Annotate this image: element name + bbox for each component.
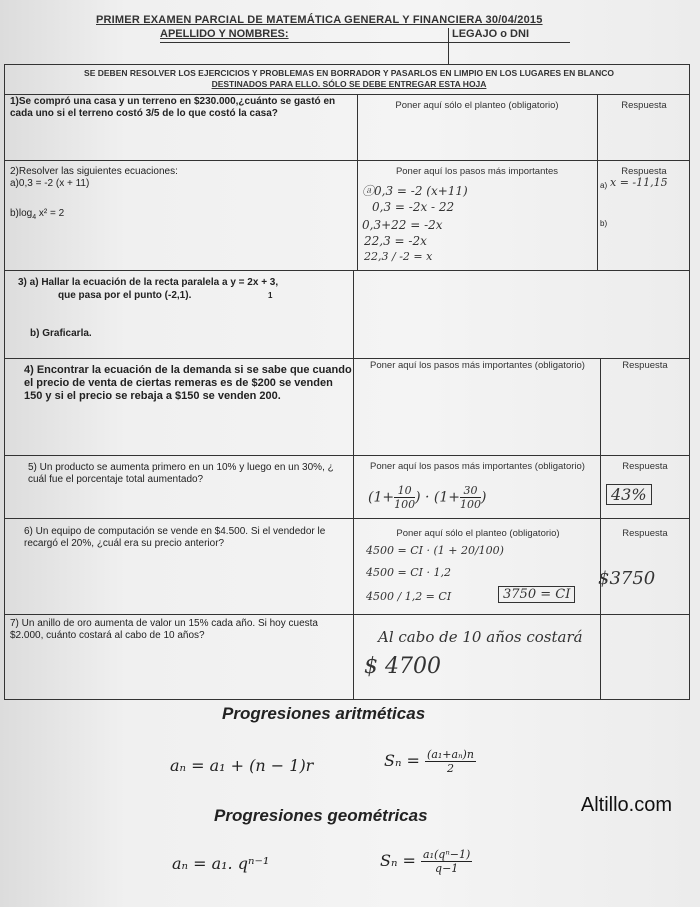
handwritten-answer-q5: 43% bbox=[606, 484, 652, 505]
row-divider bbox=[4, 455, 690, 456]
answer-header-q5: Respuesta bbox=[622, 461, 668, 472]
column-divider bbox=[600, 358, 601, 700]
handwritten-step: 0,3 = -2x - 22 bbox=[372, 200, 455, 214]
handwritten-step: 4500 / 1,2 = CI bbox=[366, 590, 452, 603]
row-divider bbox=[4, 94, 690, 95]
watermark-text: Altillo.com bbox=[580, 794, 672, 816]
column-divider bbox=[353, 358, 354, 700]
question-7: 7) Un anillo de oro aumenta de valor un 15% cada año. Si hoy cuesta $2.000, cuánto costará al cabo de 10 años? bbox=[10, 618, 318, 641]
handwritten-answer-q2: x = -11,15 bbox=[610, 176, 668, 189]
question-2-b: $b)\log_4$ x² = 2 bbox=[10, 208, 65, 221]
answer-header-q6: Respuesta bbox=[622, 528, 668, 539]
question-2-a: a)0,3 = -2 (x + 11) bbox=[10, 178, 90, 189]
handwritten-step: 4500 = CI · (1 + 20/100) bbox=[366, 544, 504, 557]
handwritten-work-q5: (1+ $\frac{10}{100}$ ) · (1+ $\frac{30}{100}$ ) bbox=[368, 484, 487, 511]
column-divider bbox=[353, 270, 354, 358]
question-3b: b) Graficarla. bbox=[30, 328, 92, 339]
geometric-nth-term-formula: aₙ = a₁. qⁿ⁻¹ bbox=[172, 854, 270, 873]
work-header-q5: Poner aquí los pasos más importantes (obligatorio) bbox=[370, 461, 585, 472]
answer-label-b: b) bbox=[600, 219, 608, 228]
work-header-q1: Poner aquí sólo el planteo (obligatorio) bbox=[395, 100, 559, 111]
work-header-q2: Poner aquí los pasos más importantes bbox=[395, 166, 559, 177]
name-label: APELLIDO Y NOMBRES: bbox=[160, 28, 289, 40]
exam-title: PRIMER EXAMEN PARCIAL DE MATEMÁTICA GENERAL Y FINANCIERA 30/04/2015 bbox=[96, 14, 543, 26]
row-divider bbox=[4, 270, 690, 271]
table-top-border bbox=[4, 64, 690, 65]
question-3a-denominator: 1 bbox=[268, 291, 273, 300]
handwritten-answer-q7-line2: $ 4700 bbox=[364, 654, 441, 679]
answer-label-a: a) bbox=[600, 181, 608, 190]
column-divider bbox=[357, 94, 358, 270]
instructions-line-2: DESTINADOS PARA ELLO. SÓLO SE DEBE ENTREGAR ESTA HOJA bbox=[211, 79, 487, 89]
header-underline bbox=[160, 42, 570, 43]
work-header-q4: Poner aquí los pasos más importantes (obligatorio) bbox=[370, 360, 585, 371]
work-header-q6: Poner aquí sólo el planteo (obligatorio) bbox=[396, 528, 560, 539]
legajo-label: LEGAJO o DNI bbox=[452, 28, 530, 40]
question-4: 4) Encontrar la ecuación de la demanda si se sabe que cuando el precio de venta de ciertas remeras es de $200 se venden 150 y si el precio se rebaja a $150 se venden 200. bbox=[24, 364, 352, 402]
arithmetic-sum-formula: Sₙ = $\frac{\text{(a₁+aₙ)n}}{2}$ bbox=[384, 748, 474, 775]
handwritten-step: 0,3+22 = -2x bbox=[362, 218, 443, 232]
question-6: 6) Un equipo de computación se vende en $4.500. Si el vendedor le recargó el 20%, ¿cuál era su precio anterior? bbox=[24, 526, 326, 549]
row-divider bbox=[4, 614, 690, 615]
arithmetic-nth-term-formula: aₙ = a₁ + (n − 1)r bbox=[170, 756, 314, 775]
handwritten-answer-q6: $3750 bbox=[598, 568, 656, 589]
question-2 bbox=[10, 166, 350, 224]
instructions bbox=[8, 68, 690, 90]
question-3a: 3) a) Hallar la ecuación de la recta paralela a y = 2x + 3, bbox=[18, 277, 279, 288]
question-3a-cont: que pasa por el punto (-2,1). bbox=[58, 290, 192, 301]
answer-header-q2: Respuesta bbox=[621, 166, 667, 177]
handwritten-step: ⓐ0,3 = -2 (x+11) bbox=[362, 184, 468, 198]
geometric-sum-formula: Sₙ = $\frac{\text{a₁(qⁿ−1)}}{q-1}$ bbox=[380, 848, 471, 875]
question-1: 1)Se compró una casa y un terreno en $230.000,¿cuánto se gastó en cada uno si el terreno costó 3/5 de lo que costó la casa? bbox=[10, 96, 336, 119]
handwritten-result-q6: 3750 = CI bbox=[498, 586, 575, 603]
header-divider bbox=[448, 28, 449, 64]
handwritten-step: 22,3 / -2 = x bbox=[364, 250, 433, 263]
geometric-progressions-title: Progresiones geométricas bbox=[214, 806, 428, 825]
table-bottom-border bbox=[4, 699, 690, 700]
row-divider bbox=[4, 518, 690, 519]
answer-header-q4: Respuesta bbox=[622, 360, 668, 371]
instructions-line-1: SE DEBEN RESOLVER LOS EJERCICIOS Y PROBLEMAS EN BORRADOR Y PASARLOS EN LIMPIO EN LOS LUGARES EN BLANCO bbox=[84, 68, 614, 78]
question-2-text: 2)Resolver las siguientes ecuaciones: bbox=[10, 166, 178, 177]
row-divider bbox=[4, 358, 690, 359]
handwritten-step: 4500 = CI · 1,2 bbox=[366, 566, 451, 579]
question-5: 5) Un producto se aumenta primero en un 10% y luego en un 30%, ¿ cuál fue el porcentaje total aumentado? bbox=[28, 462, 334, 485]
row-divider bbox=[4, 160, 690, 161]
handwritten-step: 22,3 = -2x bbox=[364, 234, 427, 248]
answer-header-q1: Respuesta bbox=[621, 100, 667, 111]
handwritten-answer-q7-line1: Al cabo de 10 años costará bbox=[378, 628, 583, 646]
arithmetic-progressions-title: Progresiones aritméticas bbox=[222, 704, 426, 723]
column-divider bbox=[597, 94, 598, 270]
